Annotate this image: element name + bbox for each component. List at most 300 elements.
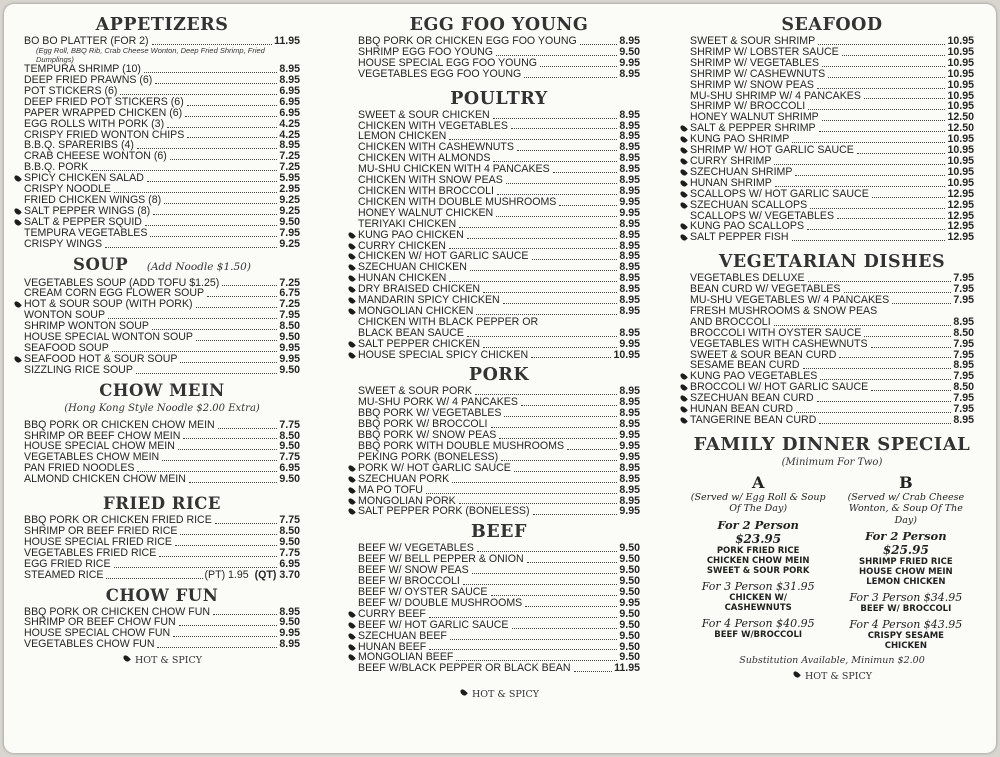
option-item: CHICKEN CHOW MEIN — [706, 555, 810, 566]
menu-item-price-value: 8.50 — [279, 525, 300, 537]
menu-item-name: HUNAN BEEF — [358, 640, 427, 653]
menu-item-price-value: 9.50 — [279, 331, 300, 344]
leader-dots — [187, 137, 277, 138]
pork-list — [358, 386, 640, 517]
chili-icon — [13, 218, 22, 227]
menu-item-price-value: 9.25 — [279, 237, 300, 250]
leader-dots — [818, 44, 945, 45]
legend-hot-spicy-middle — [358, 688, 640, 700]
menu-item-price-value: 8.50 — [953, 326, 974, 339]
section-title-vegetarian: VEGETARIAN DISHES — [718, 252, 946, 273]
menu-item-name: SHRIMP W/ HOT GARLIC SAUCE — [690, 144, 854, 157]
menu-item-price-value: 10.95 — [947, 165, 974, 178]
menu-item-price-value: 8.95 — [619, 483, 640, 496]
option-item: CRISPY SESAME — [867, 631, 944, 642]
section-title-appetizers: APPETIZERS — [95, 15, 229, 35]
leader-dots — [152, 44, 272, 45]
menu-item-name: HOUSE SPECIAL CHOW FUN — [24, 627, 171, 640]
menu-item-name: BBQ PORK OR CHICKEN CHOW FUN — [24, 605, 210, 618]
menu-item-name: KUNG PAO SHRIMP — [690, 133, 790, 146]
leader-dots — [153, 214, 277, 215]
leader-dots — [574, 671, 613, 672]
menu-item-name: SHRIMP EGG FOO YOUNG — [358, 45, 493, 58]
menu-item-price-value: 8.95 — [619, 304, 640, 317]
menu-item-name: SZECHUAN CHICKEN — [358, 261, 467, 274]
option-two-price: $25.95 — [882, 543, 929, 558]
menu-item-price-value: 8.95 — [619, 418, 640, 431]
menu-item-price-value: 8.95 — [279, 63, 300, 76]
leader-dots — [892, 303, 951, 304]
menu-item-price-value: (QT) 3.70 — [254, 568, 300, 581]
leader-dots — [857, 153, 946, 154]
menu-item-name: CURRY SHRIMP — [690, 154, 772, 167]
menu-item-name: CHICKEN W/ HOT GARLIC SAUCE — [358, 250, 529, 263]
chili-icon — [679, 234, 688, 243]
menu-item-price-value: 8.95 — [619, 67, 640, 80]
menu-item-price-value: 9.95 — [279, 352, 300, 365]
menu-item — [358, 339, 640, 350]
leader-dots — [114, 567, 278, 568]
leader-dots — [808, 281, 952, 282]
menu-item-price-value: 6.95 — [279, 462, 300, 475]
section-title-chow-fun: CHOW FUN — [105, 585, 219, 605]
menu-item-price-value: 8.50 — [953, 381, 974, 394]
chili-icon — [347, 307, 356, 316]
menu-item-price-value: 6.95 — [279, 95, 300, 108]
menu-item-price-value: 8.95 — [619, 35, 640, 47]
menu-item-price — [613, 350, 640, 361]
menu-item-price-value: 8.95 — [619, 261, 640, 274]
menu-item-name: SEAFOOD SOUP — [24, 341, 109, 354]
menu-item-name: BO BO PLATTER (FOR 2) — [24, 35, 149, 47]
option-item: BEEF W/BROCCOLI — [714, 629, 803, 640]
leader-dots — [185, 116, 277, 117]
menu-item-name: SCALLOPS W/ VEGETABLES — [690, 209, 835, 222]
menu-item-name: BEEF W/ OYSTER SAUCE — [358, 585, 488, 598]
menu-item-price-value: 10.95 — [947, 133, 974, 146]
chili-icon — [122, 654, 131, 663]
section-title-chow-mein: CHOW MEIN — [99, 380, 225, 400]
menu-item-price — [279, 639, 300, 650]
section-title-soup — [24, 254, 300, 278]
menu-item-price-value: 7.95 — [953, 337, 974, 350]
leader-dots — [792, 142, 945, 143]
menu-item — [358, 350, 640, 361]
chili-icon — [679, 146, 688, 155]
leader-dots — [828, 77, 945, 78]
menu-item-name: CHICKEN WITH VEGETABLES — [358, 119, 508, 132]
leader-dots — [152, 329, 277, 330]
menu-item-name: HUNAN CHICKEN — [358, 272, 447, 285]
menu-item-price-value: 10.95 — [947, 144, 974, 157]
menu-item-price-value: 9.50 — [619, 575, 640, 588]
menu-item-price-value: 9.95 — [619, 440, 640, 452]
menu-item-name: SZECHUAN SHRIMP — [690, 165, 793, 178]
menu-item-price-value: 7.25 — [279, 276, 300, 289]
chili-icon — [347, 610, 356, 619]
menu-item-name: SHRIMP W/ CASHEWNUTS — [690, 67, 826, 80]
menu-item-price-value: 10.95 — [947, 45, 974, 58]
chili-icon — [347, 621, 356, 630]
menu-item-price-value: 9.95 — [619, 195, 640, 208]
chili-icon — [347, 253, 356, 262]
menu-item-price-value: 6.75 — [279, 287, 300, 300]
menu-item-name: SHRIMP OR BEEF FRIED RICE — [24, 525, 178, 537]
option-item: SHRIMP FRIED RICE — [859, 557, 953, 568]
leader-dots — [112, 351, 278, 352]
leader-dots — [147, 181, 277, 182]
leader-dots — [456, 660, 617, 661]
menu-item-name: VEGETABLES WITH CASHEWNUTS — [690, 337, 868, 350]
option-item: PORK FRIED RICE — [716, 545, 800, 556]
leader-dots — [774, 164, 945, 165]
menu-item-name: VEGETABLES CHOW MEIN — [24, 451, 160, 464]
menu-item-name: HUNAN BEAN CURD — [690, 403, 794, 416]
family-option-a — [690, 474, 826, 652]
leader-dots — [157, 647, 277, 648]
menu-item-price-value: 7.95 — [953, 283, 974, 296]
menu-item-price-value: 9.50 — [619, 607, 640, 620]
menu-item-name: SESAME BEAN CURD — [690, 359, 800, 372]
menu-item-name: SIZZLING RICE SOUP — [24, 363, 133, 376]
menu-item-name: BROCCOLI W/ HOT GARLIC SAUCE — [690, 381, 869, 394]
menu-item-price — [279, 474, 300, 485]
leader-dots — [179, 625, 278, 626]
menu-item-name: MU-SHU SHRIMP W/ 4 PANCAKES — [690, 89, 861, 102]
legend-hot-spicy-right — [690, 670, 974, 682]
option-served: (Served w/ Egg Roll & Soup Of The Day) — [690, 491, 826, 515]
menu-item-name: EGG FRIED RICE — [24, 557, 111, 570]
leader-dots — [817, 401, 952, 402]
menu-item-price-value: 9.50 — [619, 585, 640, 598]
menu-item-price-value: 9.50 — [619, 564, 640, 577]
menu-item-price — [947, 232, 974, 243]
menu-item-name: ALMOND CHICKEN CHOW MEIN — [24, 473, 186, 486]
menu-item-name-line: FRESH MUSHROOMS & SNOW PEAS — [690, 304, 878, 317]
leader-dots — [187, 105, 278, 106]
menu-item-price-value: 9.95 — [619, 56, 640, 69]
menu-item — [690, 415, 974, 426]
menu-item-name: BEEF W/ BROCCOLI — [358, 575, 460, 588]
menu-item-price-value: 12.95 — [947, 220, 974, 233]
column-middle — [358, 14, 640, 700]
menu-item-name: BBQ PORK WITH DOUBLE MUSHROOMS — [358, 440, 565, 452]
menu-item-price-value: 9.95 — [619, 337, 640, 350]
option-item: CASHEWNUTS — [724, 602, 792, 613]
menu-item-name: KUNG PAO CHICKEN — [358, 228, 464, 241]
menu-item-price-value: 10.95 — [947, 100, 974, 113]
menu-item-name: CRISPY NOODLE — [24, 183, 111, 196]
menu-item-name: MONGOLIAN PORK — [358, 494, 456, 507]
chili-icon — [13, 174, 22, 183]
leader-dots — [137, 148, 277, 149]
menu-item-price-value: 8.95 — [619, 152, 640, 165]
menu-item-price-value: 8.95 — [619, 294, 640, 307]
menu-item-price-value: 4.25 — [279, 117, 300, 130]
menu-item — [24, 365, 300, 376]
column-right — [690, 14, 974, 682]
menu-item-name: SALT PEPPER WINGS (8) — [24, 204, 151, 217]
menu-item — [24, 36, 300, 47]
menu-item-price-value: 9.50 — [619, 553, 640, 566]
leader-dots — [839, 357, 951, 358]
menu-item-name: CURRY CHICKEN — [358, 239, 446, 252]
menu-item-price-value: 9.25 — [279, 204, 300, 217]
chili-icon — [679, 373, 688, 382]
menu-item — [358, 663, 640, 674]
menu-item-name: SALT PEPPER CHICKEN — [358, 337, 481, 350]
leader-dots — [483, 292, 617, 293]
menu-item — [358, 230, 640, 241]
menu-item-price-value: 7.75 — [279, 451, 300, 464]
menu-item — [690, 200, 974, 211]
menu-item-price-value: 9.50 — [619, 45, 640, 58]
leader-dots — [170, 159, 278, 160]
leader-dots — [483, 347, 617, 348]
menu-item-name: KUNG PAO VEGETABLES — [690, 370, 818, 383]
menu-item-name: MA PO TOFU — [358, 483, 423, 496]
menu-item-price-value: 8.95 — [619, 272, 640, 285]
menu-item-price-value: 8.95 — [619, 228, 640, 241]
menu-item-name: DRY BRAISED CHICKEN — [358, 283, 481, 296]
leader-dots — [864, 98, 946, 99]
menu-item-price-value: 12.50 — [947, 122, 974, 135]
leader-dots — [792, 240, 946, 241]
menu-item-price — [279, 365, 300, 376]
leader-dots — [108, 318, 277, 319]
menu-item-price-value: 8.95 — [619, 141, 640, 154]
menu-item-name: BBQ PORK W/ SNOW PEAS — [358, 429, 497, 442]
menu-item-name: CRAB CHEESE WONTON (6) — [24, 150, 167, 163]
option-four-person: For 4 Person $43.95 — [849, 618, 963, 632]
menu-item-name: SPICY CHICKEN SALAD — [24, 172, 144, 185]
leader-dots — [429, 649, 617, 650]
soup-list — [24, 278, 300, 376]
menu-item-price-value: 8.95 — [619, 396, 640, 409]
menu-item-name: BEEF W/ VEGETABLES — [358, 542, 474, 555]
leader-dots — [183, 438, 277, 439]
option-item: CHICKEN W/ — [729, 592, 787, 603]
leader-dots — [501, 460, 617, 461]
chili-icon — [347, 486, 356, 495]
chow-fun-list — [24, 607, 300, 651]
menu-item-name: SWEET & SOUR SHRIMP — [690, 35, 816, 47]
leader-dots — [810, 208, 945, 209]
leader-dots — [808, 109, 945, 110]
vegetarian-list — [690, 273, 974, 426]
menu-item-price — [953, 415, 974, 426]
menu-item-name-line: CHICKEN WITH BLACK PEPPER OR — [358, 315, 539, 328]
leader-dots — [837, 218, 945, 219]
leader-dots — [459, 227, 617, 228]
menu-item-name: HOUSE SPECIAL FRIED RICE — [24, 535, 172, 548]
menu-item-name: VEGETABLES FRIED RICE — [24, 546, 157, 559]
leader-dots — [503, 303, 618, 304]
menu-item-name: BEEF W/ SNOW PEAS — [358, 564, 469, 577]
menu-item-price-value: 7.95 — [279, 309, 300, 322]
option-letter: A — [751, 472, 765, 492]
chili-icon — [13, 207, 22, 216]
menu-item-price-value: 10.95 — [947, 176, 974, 189]
menu-item-price-value: 9.50 — [619, 629, 640, 642]
option-item: HOUSE CHOW MEIN — [859, 567, 953, 578]
menu-item-name: CRISPY FRIED WONTON CHIPS — [24, 128, 185, 141]
leader-dots — [871, 347, 952, 348]
menu-item — [24, 228, 300, 239]
option-two-price: $23.95 — [735, 531, 782, 546]
menu-item-name: CHICKEN WITH ALMONDS — [358, 152, 491, 165]
leader-dots — [512, 628, 618, 629]
menu-item-name: CHICKEN WITH CASHEWNUTS — [358, 141, 514, 154]
legend-label: HOT & SPICY — [134, 655, 203, 667]
menu-item — [24, 119, 300, 130]
menu-item-name: PORK W/ HOT GARLIC SAUCE — [358, 461, 511, 474]
menu-item-price-value: 8.95 — [619, 385, 640, 398]
chili-icon — [13, 355, 22, 364]
menu-item-name: BBQ PORK OR CHICKEN FRIED RICE — [24, 514, 212, 527]
leader-dots — [196, 307, 278, 308]
menu-item-name: HONEY WALNUT CHICKEN — [358, 206, 494, 219]
leader-dots — [774, 325, 952, 326]
section-title-beef: BEEF — [471, 522, 527, 543]
leader-dots — [472, 573, 618, 574]
menu-item-price-value: 8.95 — [619, 174, 640, 187]
menu-item-description: (Egg Roll, BBQ Rib, Crab Cheese Wonton, Deep Fried Shrimp, Fried Dumplings) — [36, 45, 265, 64]
leader-dots — [496, 216, 617, 217]
menu-item-name: PEKING PORK (BONELESS) — [358, 450, 499, 463]
leader-dots — [218, 428, 278, 429]
menu-item-price-value: 7.95 — [953, 403, 974, 416]
menu-item-name: SHRIMP W/ SNOW PEAS — [690, 78, 815, 91]
fried-rice-list — [24, 515, 300, 580]
chili-icon — [679, 416, 688, 425]
menu-item — [690, 189, 974, 200]
leader-dots — [531, 357, 611, 358]
leader-dots — [493, 118, 618, 119]
menu-sheet — [4, 4, 996, 753]
menu-item-price-value: 10.95 — [613, 348, 640, 361]
menu-item-price-value: 6.95 — [279, 106, 300, 119]
menu-item-name: B.B.Q. SPARERIBS (4) — [24, 139, 134, 152]
leader-dots — [517, 150, 617, 151]
menu-item-name: DEEP FRIED PRAWNS (6) — [24, 74, 153, 86]
menu-item-name: EGG ROLLS WITH PORK (3) — [24, 117, 165, 130]
leader-dots — [496, 55, 617, 56]
option-three-person: For 3 Person $34.95 — [849, 591, 963, 605]
leader-dots — [521, 405, 617, 406]
family-option-b — [838, 474, 974, 652]
option-item: CHICKEN — [884, 641, 927, 652]
leader-dots — [164, 203, 277, 204]
menu-item-price-value: 7.25 — [279, 150, 300, 163]
leader-dots — [173, 636, 277, 637]
menu-item-name: AND BROCCOLI — [690, 315, 771, 328]
menu-item-name: BLACK BEAN SAUCE — [358, 326, 464, 339]
menu-item — [358, 506, 640, 517]
chili-icon — [679, 168, 688, 177]
section-title-egg-foo-young: EGG FOO YOUNG — [409, 15, 589, 35]
option-two-person: For 2 Person — [717, 517, 799, 532]
menu-item-name: SEAFOOD HOT & SOUR SOUP — [24, 352, 178, 365]
leader-dots — [491, 427, 618, 428]
leader-dots — [155, 83, 277, 84]
chow-mein-note: (Hong Kong Style Noodle $2.00 Extra) — [64, 402, 260, 414]
chili-icon — [792, 671, 801, 680]
appetizers-list — [24, 36, 300, 250]
menu-item-price-value: 7.95 — [953, 272, 974, 285]
menu-item-price-value: 9.95 — [619, 429, 640, 442]
menu-item — [358, 474, 640, 485]
menu-item-price-value: 7.25 — [279, 298, 300, 311]
menu-item-name: HONEY WALNUT SHRIMP — [690, 111, 819, 124]
egg-foo-young-list — [358, 36, 640, 80]
chili-icon — [347, 242, 356, 251]
column-left — [24, 14, 300, 666]
leader-dots — [499, 438, 617, 439]
menu-item — [690, 295, 974, 306]
chow-mein-list — [24, 420, 300, 485]
menu-item-name: BBQ PORK W/ BROCCOLI — [358, 418, 488, 431]
menu-item-name: SHRIMP W/ BROCCOLI — [690, 100, 806, 113]
menu-item — [690, 339, 974, 350]
chili-icon — [459, 688, 468, 697]
menu-item-price-value: 9.95 — [619, 596, 640, 609]
chili-icon — [679, 383, 688, 392]
menu-item-name: HOUSE SPECIAL CHOW MEIN — [24, 440, 175, 453]
menu-item-name: SCALLOPS W/ HOT GARLIC SAUCE — [690, 187, 869, 200]
menu-item — [358, 620, 640, 631]
option-item: SWEET & SOUR PORK — [706, 565, 810, 576]
leader-dots — [553, 172, 618, 173]
menu-item-name: SWEET & SOUR CHICKEN — [358, 108, 490, 121]
leader-dots — [506, 183, 618, 184]
menu-item-price-value: 7.95 — [279, 226, 300, 239]
menu-item-name: TANGERINE BEAN CURD — [690, 414, 817, 426]
menu-item-price-value: 8.95 — [279, 605, 300, 618]
chili-icon — [679, 405, 688, 414]
option-item: BEEF W/ BROCCOLI — [860, 604, 952, 615]
menu-item-price-value: 10.95 — [947, 35, 974, 47]
menu-item-name: TERIYAKI CHICKEN — [358, 217, 457, 230]
leader-dots — [189, 482, 278, 483]
menu-item-name: SWEET & SOUR BEAN CURD — [690, 348, 837, 361]
substitution-note: Substitution Available, Minimun $2.00 — [739, 655, 925, 667]
menu-item-price-value: 8.95 — [619, 184, 640, 197]
menu-item-name: MANDARIN SPICY CHICKEN — [358, 294, 500, 307]
menu-item — [24, 108, 300, 119]
menu-item-name: SHRIMP WONTON SOUP — [24, 320, 149, 333]
leader-dots — [463, 584, 618, 585]
menu-item — [358, 110, 640, 121]
menu-item-name: HOUSE SPECIAL EGG FOO YOUNG — [358, 56, 537, 69]
poultry-list — [358, 110, 640, 361]
menu-item — [690, 80, 974, 91]
menu-item-price — [619, 506, 640, 517]
menu-item-price-value: 10.95 — [947, 154, 974, 167]
menu-item-price-value: 9.25 — [279, 193, 300, 206]
menu-item-name: CRISPY WINGS — [24, 237, 103, 250]
menu-item-price-value: 12.95 — [947, 187, 974, 200]
leader-dots — [525, 606, 617, 607]
leader-dots — [532, 259, 618, 260]
leader-dots — [497, 194, 617, 195]
menu-item-name: SZECHUAN BEEF — [358, 629, 447, 642]
leader-dots — [452, 482, 617, 483]
option-letter: B — [899, 472, 913, 492]
menu-item-name: CHICKEN WITH BROCCOLI — [358, 184, 494, 197]
menu-item — [358, 306, 640, 317]
leader-dots — [842, 55, 946, 56]
